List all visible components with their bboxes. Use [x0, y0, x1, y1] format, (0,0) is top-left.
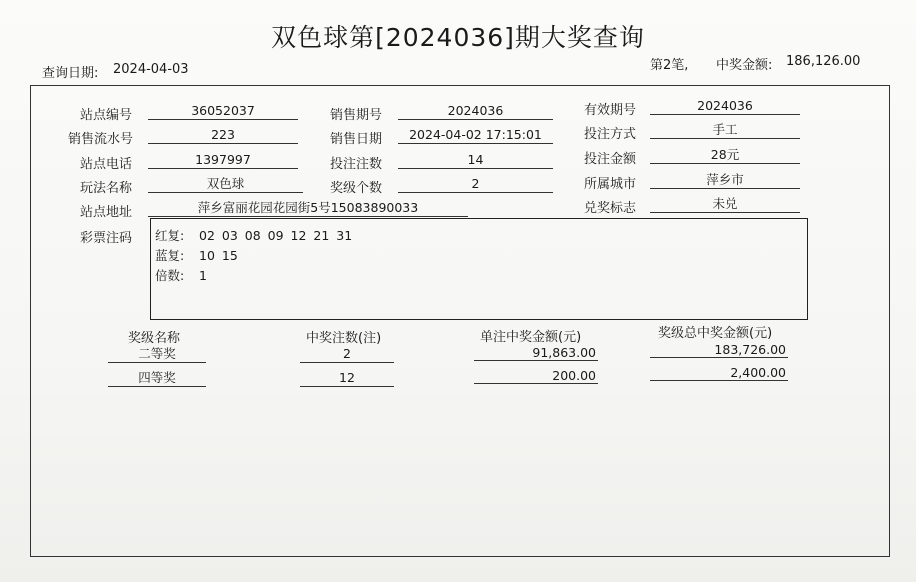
multiple-line — [155, 266, 207, 284]
table-row-1-count: 2 — [300, 345, 394, 363]
sale-date-label: 销售日期 — [330, 132, 383, 147]
table-row-1-name: 二等奖 — [108, 345, 206, 363]
game-name-label: 玩法名称 — [80, 181, 133, 196]
city-value: 萍乡市 — [650, 171, 800, 189]
bet-amount-value: 28元 — [650, 146, 800, 164]
multiple-value: 1 — [199, 268, 207, 283]
prize-levels-label: 奖级个数 — [330, 181, 383, 196]
bet-count-label: 投注注数 — [330, 157, 383, 172]
blue-numbers-line — [155, 246, 238, 264]
station-no-value: 36052037 — [148, 102, 298, 120]
header-unit-amount: 单注中奖金额(元) — [480, 330, 582, 345]
bet-method-label: 投注方式 — [584, 127, 637, 142]
game-name-value: 双色球 — [148, 175, 303, 193]
query-date: 2024-04-03 — [113, 62, 189, 77]
ticket-numbers-box — [150, 218, 808, 320]
city-label: 所属城市 — [584, 177, 637, 192]
blue-label: 蓝复: — [155, 248, 185, 263]
blue-numbers: 10 15 — [199, 248, 238, 263]
table-row-1-unit: 91,863.00 — [474, 344, 598, 361]
address-label: 站点地址 — [80, 205, 133, 220]
phone-value: 1397997 — [148, 151, 298, 169]
table-row-2-name: 四等奖 — [108, 369, 206, 387]
page-title: 双色球第[2024036]期大奖查询 — [271, 23, 645, 52]
red-numbers-line — [155, 226, 352, 244]
valid-period-label: 有效期号 — [584, 103, 637, 118]
record-number: 第2笔, — [650, 58, 689, 73]
total-prize-label: 中奖金额: — [716, 58, 773, 73]
header-win-count: 中奖注数(注) — [306, 331, 382, 346]
sale-period-label: 销售期号 — [330, 108, 383, 123]
serial-no-label: 销售流水号 — [68, 132, 134, 147]
header-total-amount: 奖级总中奖金额(元) — [658, 326, 773, 341]
sale-date-value: 2024-04-02 17:15:01 — [398, 126, 553, 144]
query-date-label: 查询日期: — [42, 66, 99, 81]
valid-period-value: 2024036 — [650, 97, 800, 115]
station-no-label: 站点编号 — [80, 108, 133, 123]
red-label: 红复: — [155, 228, 185, 243]
serial-no-value: 223 — [148, 126, 298, 144]
table-row-2-total: 2,400.00 — [650, 364, 788, 381]
sale-period-value: 2024036 — [398, 102, 553, 120]
address-value: 萍乡富丽花园花园街5号15083890033 — [148, 199, 468, 217]
bet-count-value: 14 — [398, 151, 553, 169]
ticket-numbers-label: 彩票注码 — [80, 231, 133, 246]
header-prize-name: 奖级名称 — [128, 331, 181, 346]
table-row-1-total: 183,726.00 — [650, 341, 788, 358]
bet-method-value: 手工 — [650, 121, 800, 139]
red-numbers: 02 03 08 09 12 21 31 — [199, 228, 353, 243]
redeem-flag-label: 兑奖标志 — [584, 201, 637, 216]
bet-amount-label: 投注金额 — [584, 152, 637, 167]
table-row-2-unit: 200.00 — [474, 367, 598, 384]
phone-label: 站点电话 — [80, 157, 133, 172]
redeem-flag-value: 未兑 — [650, 195, 800, 213]
multiple-label: 倍数: — [155, 268, 185, 283]
prize-levels-value: 2 — [398, 175, 553, 193]
total-prize-value: 186,126.00 — [786, 54, 861, 69]
table-row-2-count: 12 — [300, 369, 394, 387]
